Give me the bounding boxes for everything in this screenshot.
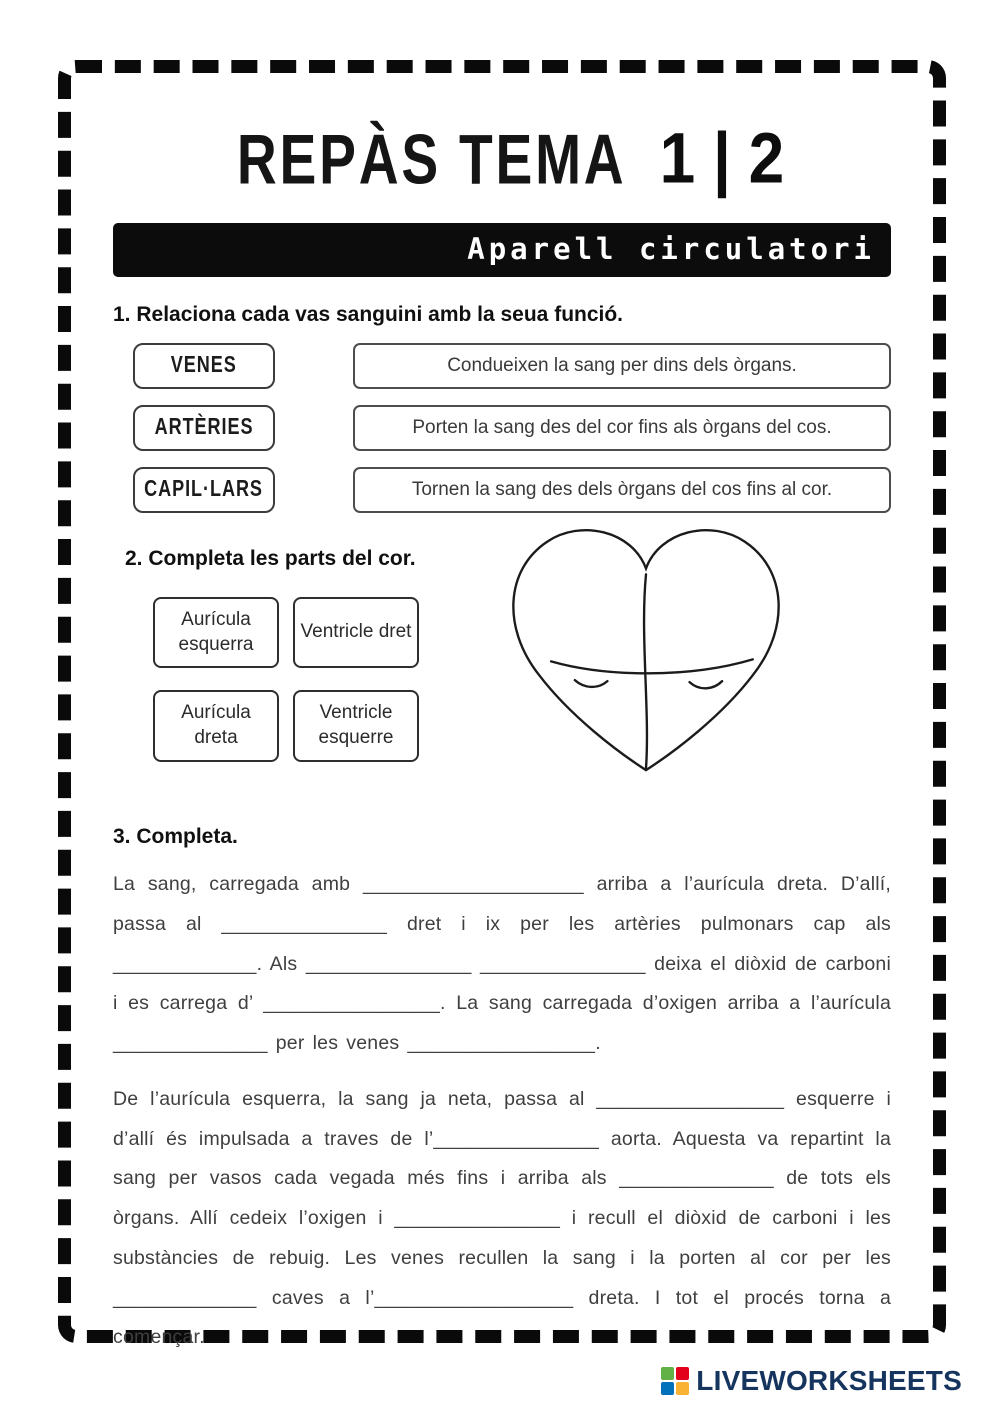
definition-box[interactable]: Tornen la sang des dels òrgans del cos fins al cor.	[353, 467, 891, 513]
fill-paragraph-2[interactable]: De l’aurícula esquerra, la sang ja neta, passa al _________________ esquerre i d’allí és impulsada a traves de l’_______________ aorta. Aquesta va repartint la sang per vasos cada vegada més fins i arriba als ______________ de tots els òrgans. Allí cedeix l’oxigen i _______________ i recull el diòxid de carboni i les substàncies de rebuig. Les venes recullen la sang i la porten al cor per les _____________ caves a l’__________________ dreta. I tot el procés torna a començar.	[113, 1087, 891, 1349]
logo-square-red	[676, 1367, 689, 1380]
heart-part-label[interactable]: Aurícula dreta	[153, 690, 279, 761]
term-box-arteries[interactable]	[133, 405, 275, 451]
section3-heading: 3. Completa.	[113, 825, 238, 848]
fill-paragraph-1[interactable]: La sang, carregada amb ____________________ arriba a l’aurícula dreta. D’allí, passa al _______________ dret i ix per les artèries pulmonars cap als _____________. Als _______________ _______________ deixa el diòxid de carboni i es carrega d’ ________________. La sang carregada d’oxigen arriba a l’aurícula ______________ per les venes _________________.	[113, 873, 891, 1055]
liveworksheets-footer	[661, 1365, 962, 1397]
term-box-capillars[interactable]	[133, 467, 275, 513]
logo-square-yellow	[676, 1382, 689, 1395]
worksheet-title	[113, 117, 891, 200]
heart-part-label[interactable]: Ventricle dret	[293, 597, 419, 668]
worksheet-title-numbers: 1 | 2	[659, 117, 785, 199]
match-row	[113, 467, 891, 513]
logo-square-blue	[661, 1382, 674, 1395]
heart-part-label[interactable]: Ventricle esquerre	[293, 690, 419, 761]
term-label: ARTÈRIES	[154, 414, 254, 440]
term-label: CAPIL·LARS	[144, 476, 264, 502]
topic-banner: Aparell circulatori	[113, 223, 891, 277]
section-heart-parts	[113, 547, 891, 795]
definition-box[interactable]: Condueixen la sang per dins dels òrgans.	[353, 343, 891, 389]
term-box-venes[interactable]	[133, 343, 275, 389]
section2-heading: 2. Completa les parts del cor.	[125, 547, 416, 570]
logo-square-green	[661, 1367, 674, 1380]
match-row	[113, 405, 891, 451]
match-row	[113, 343, 891, 389]
heart-outline-icon	[485, 517, 807, 779]
section-fill-in	[113, 825, 891, 1358]
liveworksheets-logo-icon	[661, 1367, 689, 1395]
worksheet-page	[58, 60, 946, 1349]
heart-part-label[interactable]: Aurícula esquerra	[153, 597, 279, 668]
section-match	[113, 303, 891, 513]
liveworksheets-wordmark: LIVEWORKSHEETS	[696, 1365, 962, 1396]
worksheet-title-text: REPÀS TEMA	[236, 119, 627, 200]
definition-box[interactable]: Porten la sang des del cor fins als òrgans del cos.	[353, 405, 891, 451]
section1-heading: 1. Relaciona cada vas sanguini amb la seua funció.	[113, 303, 624, 326]
heart-diagram	[485, 517, 807, 779]
term-label: VENES	[171, 352, 237, 378]
